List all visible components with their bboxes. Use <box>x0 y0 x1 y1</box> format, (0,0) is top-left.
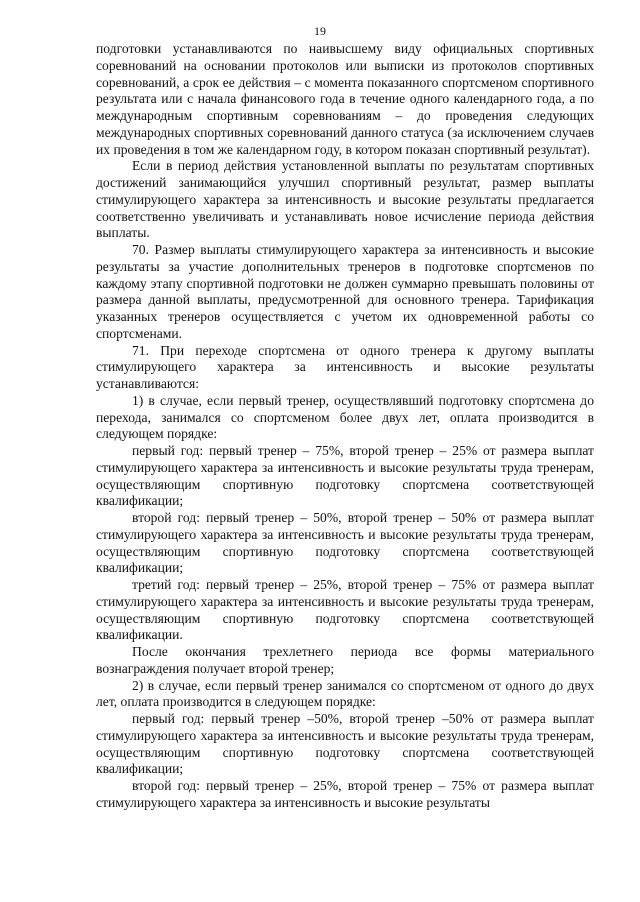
paragraph: После окончания трехлетнего периода все формы материального вознаграждения получает второй тренер; <box>96 644 594 676</box>
paragraph-continuation: подготовки устанавливаются по наивысшему виду официальных спортивных соревнований на основании протоколов или выписки из протоколов спортивных соревнований, а срок ее действия – с момента показанного спортсменом спортивного результата или с начала финансового года в течение одного календарного года, а по международным спортивным соревнованиям – до проведения следующих международных спортивных соревнований данного статуса (за исключением случаев их проведения в том же календарном году, в котором показан спортивный результат). <box>96 41 594 157</box>
paragraph-clause-70: 70. Размер выплаты стимулирующего характера за интенсивность и высокие результаты за участие дополнительных тренеров в подготовке спортсменов по каждому этапу спортивной подготовки не должен суммарно превышать половины от размера данной выплаты, предусмотренной для основного тренера. Тарификация указанных тренеров осуществляется с учетом их одновременной работы со спортсменами. <box>96 242 594 341</box>
paragraph: второй год: первый тренер – 50%, второй тренер – 50% от размера выплат стимулирующего характера за интенсивность и высокие результаты труда тренерам, осуществляющим спортивную подготовку спортсмена соответствующей квалификации; <box>96 510 594 576</box>
paragraph: второй год: первый тренер – 25%, второй тренер – 75% от размера выплат стимулирующего характера за интенсивность и высокие результаты <box>96 778 594 810</box>
page-number: 19 <box>314 24 326 38</box>
paragraph: первый год: первый тренер – 75%, второй тренер – 25% от размера выплат стимулирующего характера за интенсивность и высокие результаты труда тренерам, осуществляющим спортивную подготовку спортсмена соответствующей квалификации; <box>96 443 594 509</box>
paragraph: первый год: первый тренер –50%, второй тренер –50% от размера выплат стимулирующего характера за интенсивность и высокие результаты труда тренерам, осуществляющим спортивную подготовку спортсмена соответствующей квалификации; <box>96 711 594 777</box>
document-body <box>96 41 594 812</box>
paragraph-clause-71: 71. При переходе спортсмена от одного тренера к другому выплаты стимулирующего характера за интенсивность и высокие результаты устанавливаются: <box>96 342 594 391</box>
paragraph: Если в период действия установленной выплаты по результатам спортивных достижений занимающийся улучшил спортивный результат, размер выплаты стимулирующего характера за интенсивность и высокие результаты предлагается соответственно увеличивать и устанавливать новое исчисление периода действия выплаты. <box>96 158 594 241</box>
paragraph: третий год: первый тренер – 25%, второй тренер – 75% от размера выплат стимулирующего характера за интенсивность и высокие результаты труда тренерам, осуществляющим спортивную подготовку спортсмена соответствующей квалификации. <box>96 577 594 643</box>
list-item-2: 2) в случае, если первый тренер занимался со спортсменом от одного до двух лет, оплата производится в следующем порядке: <box>96 677 594 710</box>
list-item-1: 1) в случае, если первый тренер, осуществлявший подготовку спортсмена до перехода, занимался со спортсменом более двух лет, оплата производится в следующем порядке: <box>96 392 594 442</box>
